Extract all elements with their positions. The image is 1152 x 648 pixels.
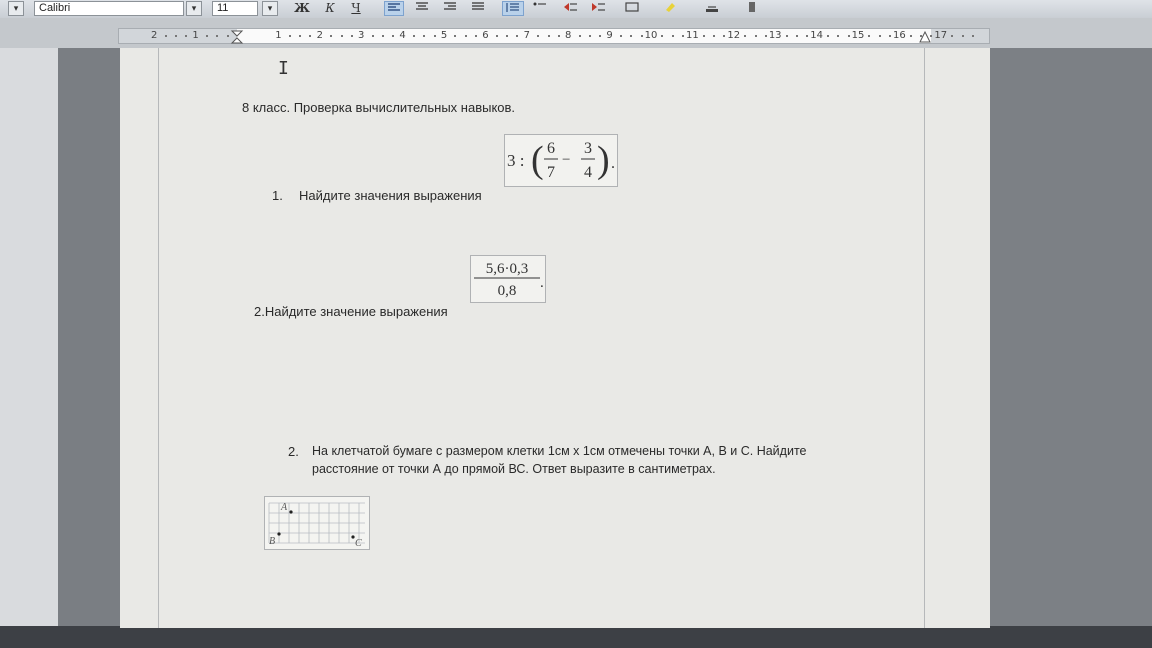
ruler-tick: [289, 35, 291, 37]
font-color-icon: [704, 1, 720, 13]
ruler-number: 6: [482, 30, 489, 41]
line-spacing-icon: [506, 2, 520, 13]
ruler-tick: [299, 35, 301, 37]
bold-button[interactable]: Ж: [294, 1, 310, 15]
font-name-field[interactable]: Calibri: [34, 1, 184, 16]
ruler-tick: [351, 35, 353, 37]
right-indent-marker-icon[interactable]: [918, 30, 932, 44]
toolbar-overflow-icon[interactable]: [744, 1, 760, 16]
ruler-tick: [434, 35, 436, 37]
ruler-tick: [744, 35, 746, 37]
ruler-tick: [879, 35, 881, 37]
first-line-indent-marker-icon[interactable]: [230, 30, 244, 44]
font-color-button[interactable]: [702, 1, 722, 16]
bottom-edge: [0, 626, 1152, 648]
grid-paper: [265, 497, 369, 549]
ruler-tick: [848, 35, 850, 37]
grid-figure[interactable]: [264, 496, 370, 550]
ruler-tick: [920, 35, 922, 37]
ruler-number: 17: [934, 30, 948, 41]
ruler-tick: [641, 35, 643, 37]
period: .: [611, 155, 615, 172]
ruler-tick: [175, 35, 177, 37]
highlight-button[interactable]: [660, 1, 680, 16]
ruler-tick: [506, 35, 508, 37]
task1-formula: [505, 135, 617, 186]
ruler-number: 12: [727, 30, 741, 41]
ruler-tick: [227, 35, 229, 37]
point-a: [289, 510, 292, 513]
decrease-indent-icon: [562, 1, 578, 13]
frac1-num: 6: [547, 140, 555, 157]
label-c: C: [355, 538, 362, 549]
ruler-tick: [868, 35, 870, 37]
ruler-tick: [796, 35, 798, 37]
task1-equation[interactable]: [504, 134, 618, 187]
right-workspace: [990, 48, 1152, 648]
ruler-tick: [589, 35, 591, 37]
align-right-button[interactable]: [440, 1, 460, 16]
ruler-number: 7: [523, 30, 530, 41]
task3-line2: расстояние от точки А до прямой ВС. Ответ выразите в сантиметрах.: [312, 462, 716, 476]
ruler-tick: [475, 35, 477, 37]
right-margin-guide: [924, 48, 925, 628]
ruler-tick: [620, 35, 622, 37]
ruler-tick: [630, 35, 632, 37]
ruler-tick: [341, 35, 343, 37]
task1-text: Найдите значения выражения: [299, 188, 482, 203]
ruler-tick: [165, 35, 167, 37]
align-right-icon: [443, 1, 457, 12]
style-dropdown-arrow-icon[interactable]: ▾: [8, 1, 24, 16]
highlight-icon: [662, 1, 678, 13]
border-button[interactable]: [622, 1, 642, 16]
ruler-number: 13: [768, 30, 782, 41]
task1-number: 1.: [272, 188, 283, 203]
ruler-number: 10: [644, 30, 658, 41]
ruler-area: [0, 18, 1152, 48]
align-left-button[interactable]: [384, 1, 404, 16]
decrease-indent-button[interactable]: [560, 1, 580, 16]
task1-whole: 3 :: [507, 151, 525, 170]
ruler-number: 5: [440, 30, 448, 41]
label-a: A: [281, 502, 288, 513]
ruler-tick: [330, 35, 332, 37]
document-page[interactable]: [120, 48, 990, 628]
ruler-tick: [806, 35, 808, 37]
task2-equation[interactable]: [470, 255, 546, 303]
ruler-tick: [423, 35, 425, 37]
ruler-tick: [579, 35, 581, 37]
align-center-button[interactable]: [412, 1, 432, 16]
ruler-tick: [661, 35, 663, 37]
numbering-icon: [533, 1, 547, 12]
align-center-icon: [415, 1, 429, 12]
font-size-field[interactable]: 11: [212, 1, 258, 16]
ruler-tick: [537, 35, 539, 37]
ruler-tick: [548, 35, 550, 37]
justify-icon: [471, 1, 485, 12]
ruler-number: 1: [192, 30, 199, 41]
ruler-number: 2: [316, 30, 323, 41]
ruler-tick: [962, 35, 964, 37]
ruler-number: 14: [810, 30, 823, 41]
line-spacing-button[interactable]: [502, 1, 524, 16]
font-size-dropdown-icon[interactable]: ▾: [262, 1, 278, 16]
mouse-ibeam-cursor-icon: I: [278, 58, 289, 79]
svg-text:.: .: [540, 275, 544, 291]
ruler-number: 15: [851, 30, 865, 41]
task3-line1: На клетчатой бумаге с размером клетки 1см х 1см отмечены точки А, В и С. Найдите: [312, 444, 807, 458]
ruler-number: 3: [358, 30, 365, 41]
italic-button[interactable]: К: [325, 1, 335, 15]
ruler-tick: [392, 35, 394, 37]
task2-formula: [471, 256, 545, 302]
task2-text: 2.Найдите значение выражения: [254, 304, 448, 319]
right-paren: ): [597, 139, 610, 181]
ruler-number: 1: [275, 30, 282, 41]
ruler-tick: [496, 35, 498, 37]
task3-number: 2.: [288, 444, 299, 459]
ruler-tick: [558, 35, 560, 37]
justify-button[interactable]: [468, 1, 488, 16]
ruler-tick: [672, 35, 674, 37]
ruler-tick: [185, 35, 187, 37]
frac2-num: 3: [584, 140, 592, 157]
task2-numerator: 5,6·0,3: [485, 261, 529, 277]
ruler-tick: [713, 35, 715, 37]
ruler-tick: [755, 35, 757, 37]
align-left-icon: [387, 2, 401, 13]
document-heading: 8 класс. Проверка вычислительных навыков.: [242, 100, 516, 115]
ruler-tick: [516, 35, 518, 37]
ruler-tick: [216, 35, 218, 37]
ruler-tick: [972, 35, 974, 37]
ruler-tick: [372, 35, 374, 37]
formatting-toolbar: [0, 0, 1152, 19]
ruler-number: 16: [893, 30, 906, 41]
ruler-tick: [599, 35, 601, 37]
ruler-tick: [910, 35, 912, 37]
ruler-number: 2: [151, 30, 158, 41]
left-margin-guide: [158, 48, 159, 628]
ruler-tick: [382, 35, 384, 37]
point-b: [277, 532, 280, 535]
ruler-tick: [454, 35, 456, 37]
ruler-left-margin: [119, 29, 237, 43]
ruler-tick: [837, 35, 839, 37]
left-paren: (: [531, 139, 544, 181]
left-background-strip: [0, 48, 58, 648]
ruler-tick: [682, 35, 684, 37]
border-icon: [624, 1, 640, 13]
increase-indent-icon: [590, 1, 606, 13]
increase-indent-button[interactable]: [588, 1, 608, 16]
horizontal-ruler[interactable]: [118, 28, 990, 44]
ruler-tick: [703, 35, 705, 37]
frac2-den: 4: [584, 164, 592, 181]
ruler-number: 8: [565, 30, 572, 41]
ruler-tick: [786, 35, 788, 37]
ruler-number: 4: [399, 30, 406, 41]
numbering-button[interactable]: [530, 1, 550, 16]
task2-denominator: 0,8: [497, 283, 517, 299]
font-name-dropdown-icon[interactable]: ▾: [186, 1, 202, 16]
ruler-tick: [951, 35, 953, 37]
ruler-number: 9: [606, 30, 613, 41]
ruler-tick: [723, 35, 725, 37]
frac1-den: 7: [547, 164, 555, 181]
minus-sign: −: [562, 152, 571, 168]
ruler-tick: [206, 35, 208, 37]
ruler-tick: [413, 35, 415, 37]
ruler-tick: [765, 35, 767, 37]
underline-button[interactable]: Ч: [351, 1, 361, 15]
ruler-tick: [827, 35, 829, 37]
label-b: B: [269, 536, 276, 547]
ruler-tick: [889, 35, 891, 37]
ruler-tick: [930, 35, 932, 37]
ruler-tick: [309, 35, 311, 37]
ruler-tick: [465, 35, 467, 37]
ruler-number: 11: [686, 30, 699, 41]
